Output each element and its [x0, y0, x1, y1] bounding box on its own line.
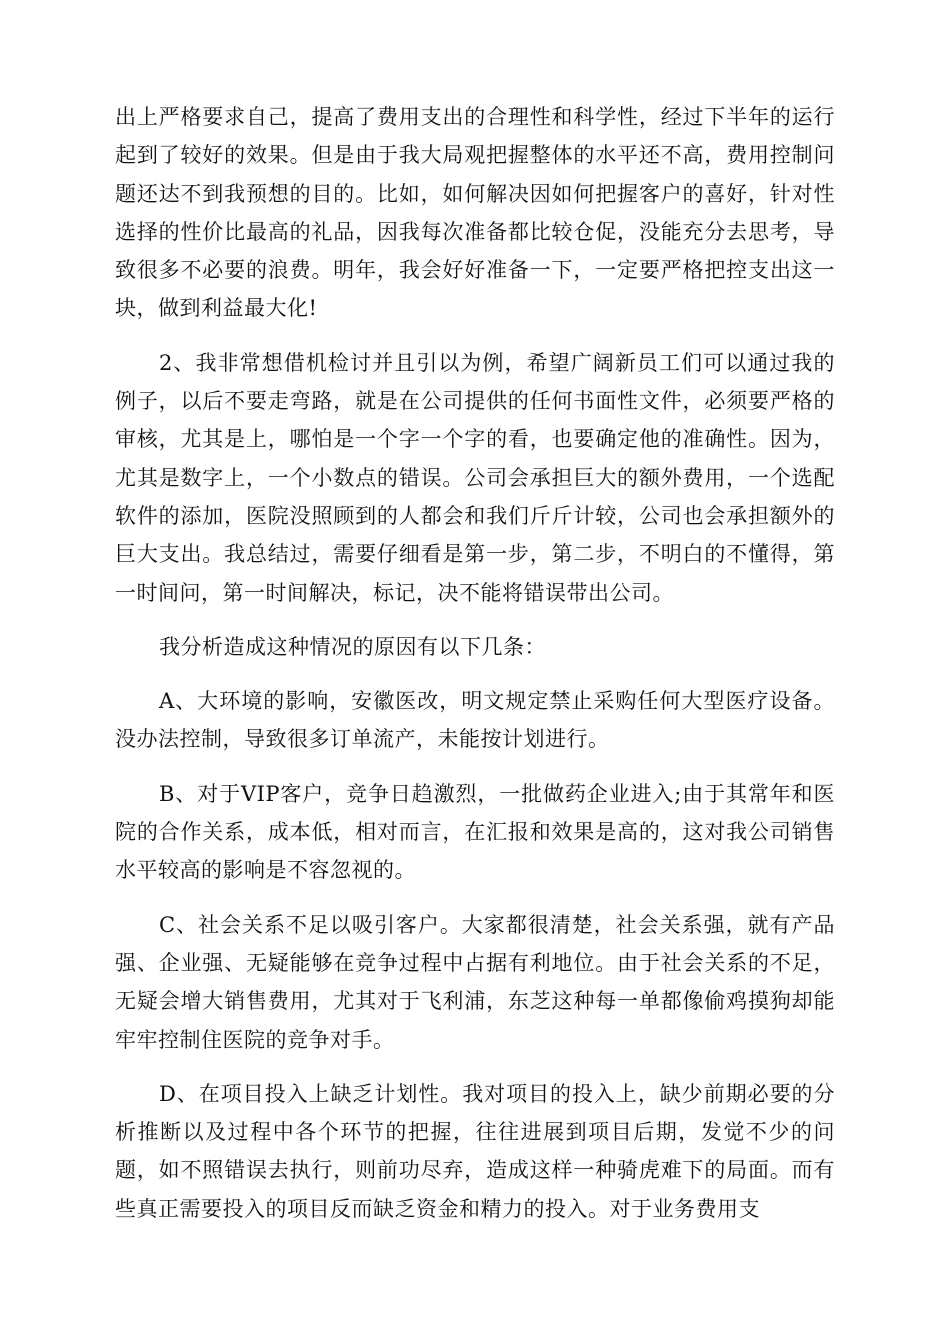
paragraph-4: A、大环境的影响，安徽医改，明文规定禁止采购任何大型医疗设备。没办法控制，导致很多订单流产，未能按计划进行。	[115, 689, 835, 752]
document-body	[115, 98, 835, 1244]
paragraph-6: C、社会关系不足以吸引客户。大家都很清楚，社会关系强，就有产品强、企业强、无疑能够在竞争过程中占据有利地位。由于社会关系的不足，无疑会增大销售费用，尤其对于飞利浦，东芝这种每一单都像偷鸡摸狗却能牢牢控制住医院的竞争对手。	[115, 912, 835, 1052]
paragraph-3: 我分析造成这种情况的原因有以下几条：	[159, 634, 546, 659]
paragraph-2: 2、我非常想借机检讨并且引以为例，希望广阔新员工们可以通过我的例子，以后不要走弯路，就是在公司提供的任何书面性文件，必须要严格的审核，尤其是上，哪怕是一个字一个字的看，也要确定他的准确性。因为，尤其是数字上，一个小数点的错误。公司会承担巨大的额外费用，一个选配软件的添加，医院没照顾到的人都会和我们斤斤计较，公司也会承担额外的巨大支出。我总结过，需要仔细看是第一步，第二步，不明白的不懂得，第一时间问，第一时间解决，标记，决不能将错误带出公司。	[115, 350, 835, 605]
paragraph-1: 出上严格要求自己，提高了费用支出的合理性和科学性，经过下半年的运行起到了较好的效果。但是由于我大局观把握整体的水平还不高，费用控制问题还达不到我预想的目的。比如，如何解决因如何把握客户的喜好，针对性选择的性价比最高的礼品，因我每次准备都比较仓促，没能充分去思考，导致很多不必要的浪费。明年，我会好好准备一下，一定要严格把控支出这一块，做到利益最大化!	[115, 105, 835, 321]
paragraph-5: B、对于VIP客户，竞争日趋激烈，一批做药企业进入;由于其常年和医院的合作关系，成本低，相对而言，在汇报和效果是高的，这对我公司销售水平较高的影响是不容忽视的。	[115, 781, 835, 883]
paragraph-7: D、在项目投入上缺乏计划性。我对项目的投入上，缺少前期必要的分析推断以及过程中各个环节的把握，往往进展到项目后期，发觉不少的问题，如不照错误去执行，则前功尽弃，造成这样一种骑虎难下的局面。而有些真正需要投入的项目反而缺乏资金和精力的投入。对于业务费用支	[115, 1081, 835, 1221]
